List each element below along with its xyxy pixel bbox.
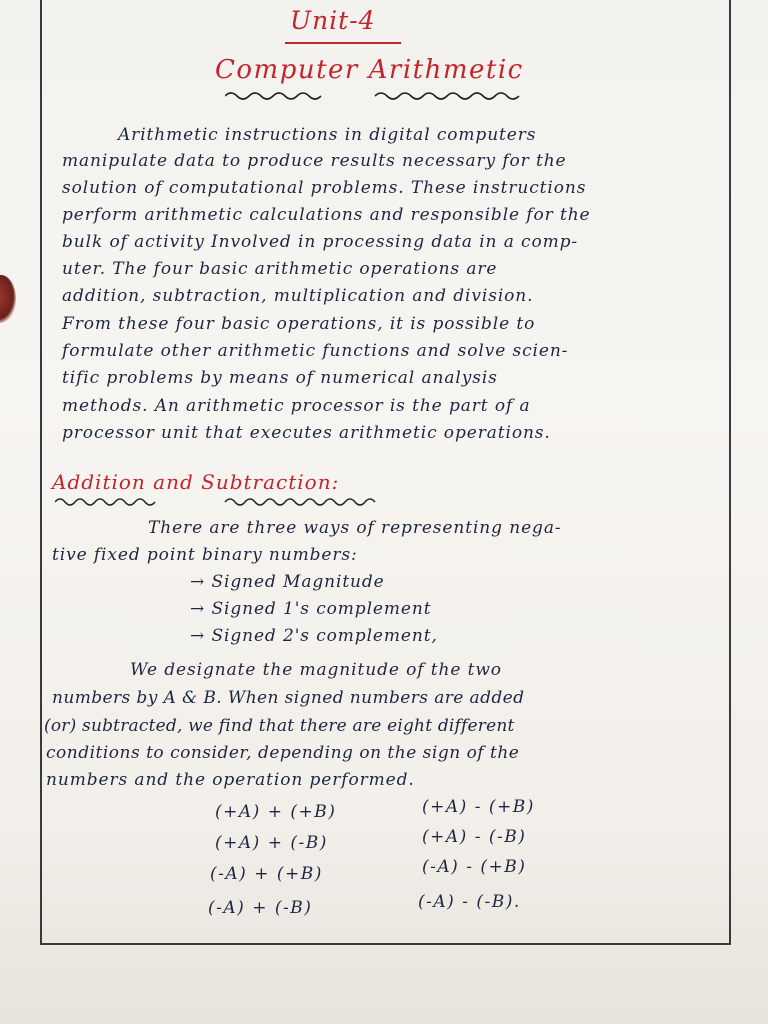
intro-line: bulk of activity Involved in processing data in a comp- [62, 232, 579, 252]
expression: (-A) + (-B) [208, 898, 313, 918]
intro-line: uter. The four basic arithmetic operations are [62, 259, 498, 279]
intro-line: Arithmetic instructions in digital computers [118, 125, 537, 145]
expression: (+A) - (+B) [422, 797, 535, 817]
intro-line: From these four basic operations, it is possible to [62, 314, 536, 334]
expression: (-A) - (-B). [418, 892, 521, 912]
paragraph-line: conditions to consider, depending on the sign of the [46, 743, 520, 763]
section-intro-line: There are three ways of representing nega- [148, 518, 562, 538]
expression: (+A) + (+B) [215, 802, 337, 822]
list-item: → Signed Magnitude [190, 572, 385, 592]
section-wavy-underline [55, 494, 385, 508]
finger-shadow [0, 275, 16, 323]
intro-line: methods. An arithmetic processor is the part of a [62, 396, 531, 416]
list-item: → Signed 1's complement [190, 599, 432, 619]
page-title: Computer Arithmetic [215, 55, 524, 85]
list-item: → Signed 2's complement, [190, 626, 438, 646]
section-heading: Addition and Subtraction: [52, 470, 340, 494]
paragraph-line: numbers and the operation performed. [46, 770, 415, 790]
section-intro-line: tive fixed point binary numbers: [52, 545, 358, 565]
unit-title-underline [285, 42, 401, 44]
paragraph-line: We designate the magnitude of the two [130, 660, 502, 680]
title-wavy-underline [225, 88, 525, 102]
paragraph-line: (or) subtracted, we find that there are eight different [44, 716, 515, 736]
expression: (-A) - (+B) [422, 857, 527, 877]
paragraph-line: numbers by A & B. When signed numbers are added [52, 688, 525, 708]
intro-line: perform arithmetic calculations and responsible for the [62, 205, 591, 225]
unit-title: Unit-4 [290, 6, 376, 35]
intro-line: manipulate data to produce results necessary for the [62, 151, 567, 171]
expression: (+A) - (-B) [422, 827, 527, 847]
intro-line: addition, subtraction, multiplication and division. [62, 286, 534, 306]
expression: (+A) + (-B) [215, 833, 328, 853]
expression: (-A) + (+B) [210, 864, 323, 884]
intro-line: solution of computational problems. These instructions [62, 178, 587, 198]
intro-line: tific problems by means of numerical analysis [62, 368, 498, 388]
intro-line: formulate other arithmetic functions and solve scien- [62, 341, 569, 361]
intro-line: processor unit that executes arithmetic operations. [62, 423, 551, 443]
